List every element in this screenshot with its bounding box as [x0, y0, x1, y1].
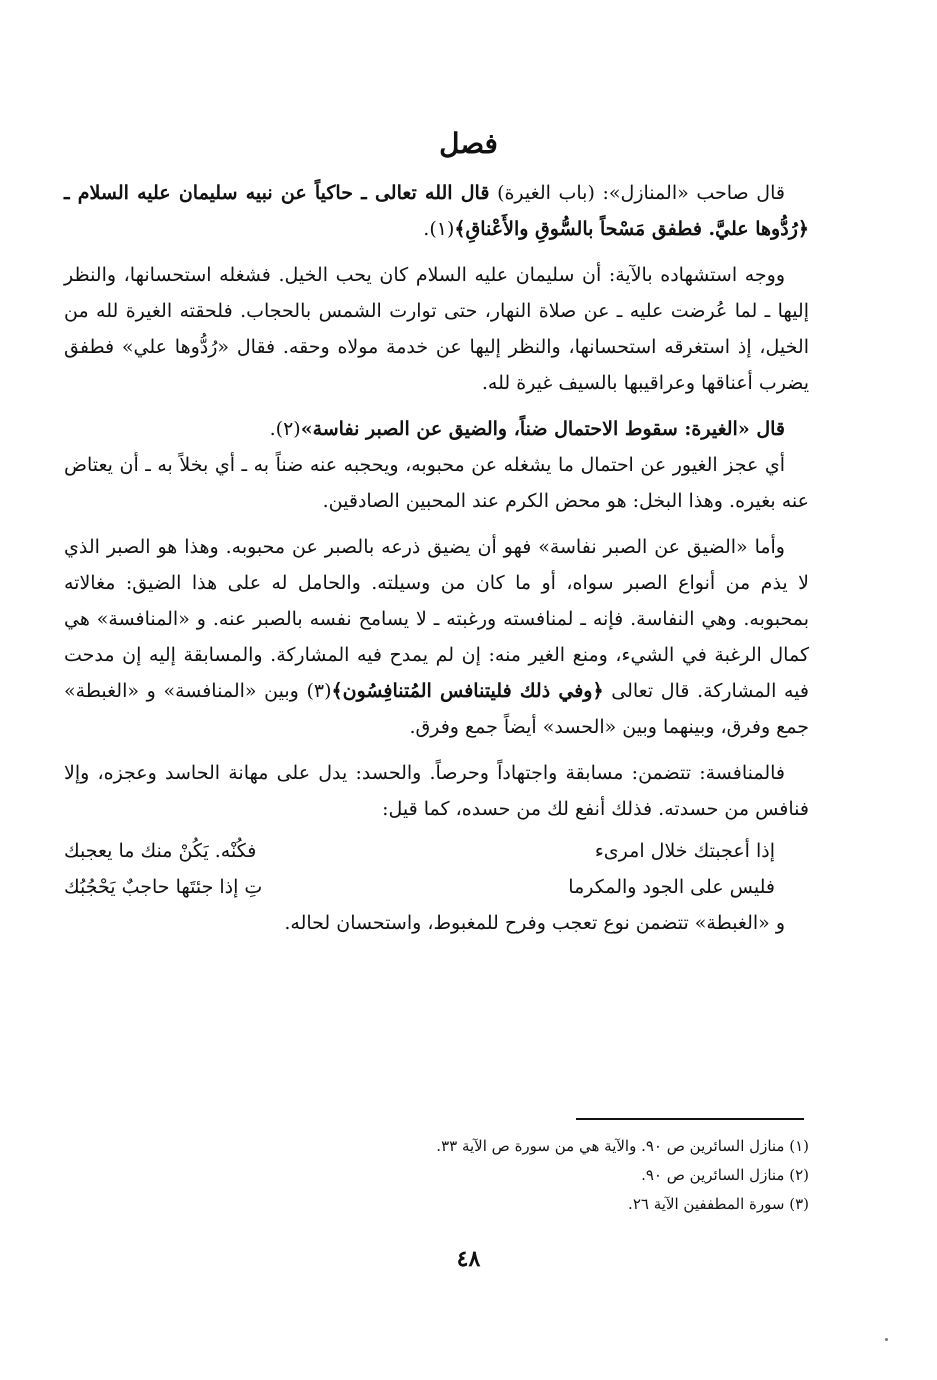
paragraph-6: فالمنافسة: تتضمن: مسابقة واجتهاداً وحرصاً. والحسد: يدل على مهانة الحاسد وعجزه، وإلا فنافس من حسدته. فذلك أنفع لك من حسده، كما قيل:	[64, 762, 809, 820]
footnote-2: (٢) منازل السائرين ص ٩٠.	[641, 1166, 809, 1184]
footnotes	[64, 1132, 809, 1219]
poem-line-1-first-hemistich: إذا أعجبتك خلال امرىء	[594, 840, 775, 862]
poem-line-1	[64, 833, 809, 869]
scan-speck	[885, 1338, 888, 1341]
closing-paragraph: و «الغبطة» تتضمن نوع تعجب وفرح للمغبوط، واستحسان لحاله.	[284, 912, 785, 934]
paragraph-1-quote: قال الله تعالى ـ حاكياً عن نبيه سليمان عليه السلام ـ ﴿رُدُّوها عليَّ. فطفق مَسْحاً بالسُّوقِ والأَعْناقِ﴾	[64, 182, 809, 240]
poem-line-2	[64, 869, 809, 905]
paragraph-2: ووجه استشهاده بالآية: أن سليمان عليه السلام كان يحب الخيل. فشغله استحسانها، والنظر إليها ـ لما عُرضت عليه ـ عن صلاة النهار، حتى توارت الشمس بالحجاب. فلحقته الغيرة لله من الخيل، إذ استغرقه استحسانها، والنظر إليها عن خدمة مولاه وحقه. فقال «رُدُّوها علي» فطفق يضرب أعناقها وعراقيبها بالسيف غيرة لله.	[64, 264, 809, 394]
body-text	[64, 175, 809, 951]
poem-line-2-first-hemistich: فليس على الجود والمكرما	[568, 876, 775, 898]
footnote-1: (١) منازل السائرين ص ٩٠. والآية هي من سورة ص الآية ٣٣.	[436, 1137, 809, 1155]
paragraph-5-verse-quote: ﴿وفي ذلك فليتنافس المُتنافِسُون﴾	[331, 680, 604, 702]
paragraph-5-tail: (٣) وبين «المنافسة» و «الغبطة» جمع وفرق، وبينهما وبين «الحسد» أيضاً جمع وفرق.	[64, 680, 809, 738]
paragraph-5-main: وأما «الضيق عن الصبر نفاسة» فهو أن يضيق ذرعه بالصبر عن محبوبه. وهذا هو الصبر الذي لا يذم من أنواع الصبر سواه، أو ما كان من وسيلته. والحامل له على هذا الضيق: مغالاته بمحبوبه. وهي النفاسة. فإنه ـ لمنافسته ورغبته ـ لا يسامح نفسه بالصبر عنه. و «المنافسة» هي كمال الرغبة في الشيء، ومنع الغير منه: إن لم يمدح فيه المشاركة. والمسابقة إليه إن مدحت فيه المشاركة. قال تعالى	[64, 536, 809, 702]
footnote-3: (٣) سورة المطففين الآية ٢٦.	[628, 1195, 809, 1213]
poem-line-2-second-hemistich: تِ إذا جئتَها حاجبٌ يَحْجُبُك	[64, 876, 263, 898]
paragraph-3	[64, 411, 809, 447]
poem-line-1-second-hemistich: فكُنْه. يَكُنْ منك ما يعجبك	[64, 840, 257, 862]
paragraph-1-intro: قال صاحب «المنازل»: (باب الغيرة)	[489, 182, 785, 204]
paragraph-5	[64, 529, 809, 745]
poem-block	[64, 833, 809, 905]
paragraph-4: أي عجز الغيور عن احتمال ما يشغله عن محبوبه، ويحجبه عنه ضناً به ـ أي بخلاً به ـ أن يعتاض عنه بغيره. وهذا البخل: هو محض الكرم عند المحبين الصادقين.	[64, 454, 809, 512]
paragraph-3-quote: قال «الغيرة: سقوط الاحتمال ضناً، والضيق عن الصبر نفاسة»	[300, 418, 785, 440]
paragraph-1	[64, 175, 809, 247]
page-number: ٤٨	[456, 1246, 481, 1272]
section-heading: فصل	[439, 127, 498, 160]
footnote-ref-1: (١).	[423, 218, 455, 240]
footnote-ref-2: (٢).	[269, 418, 301, 440]
footnote-divider	[576, 1118, 804, 1120]
